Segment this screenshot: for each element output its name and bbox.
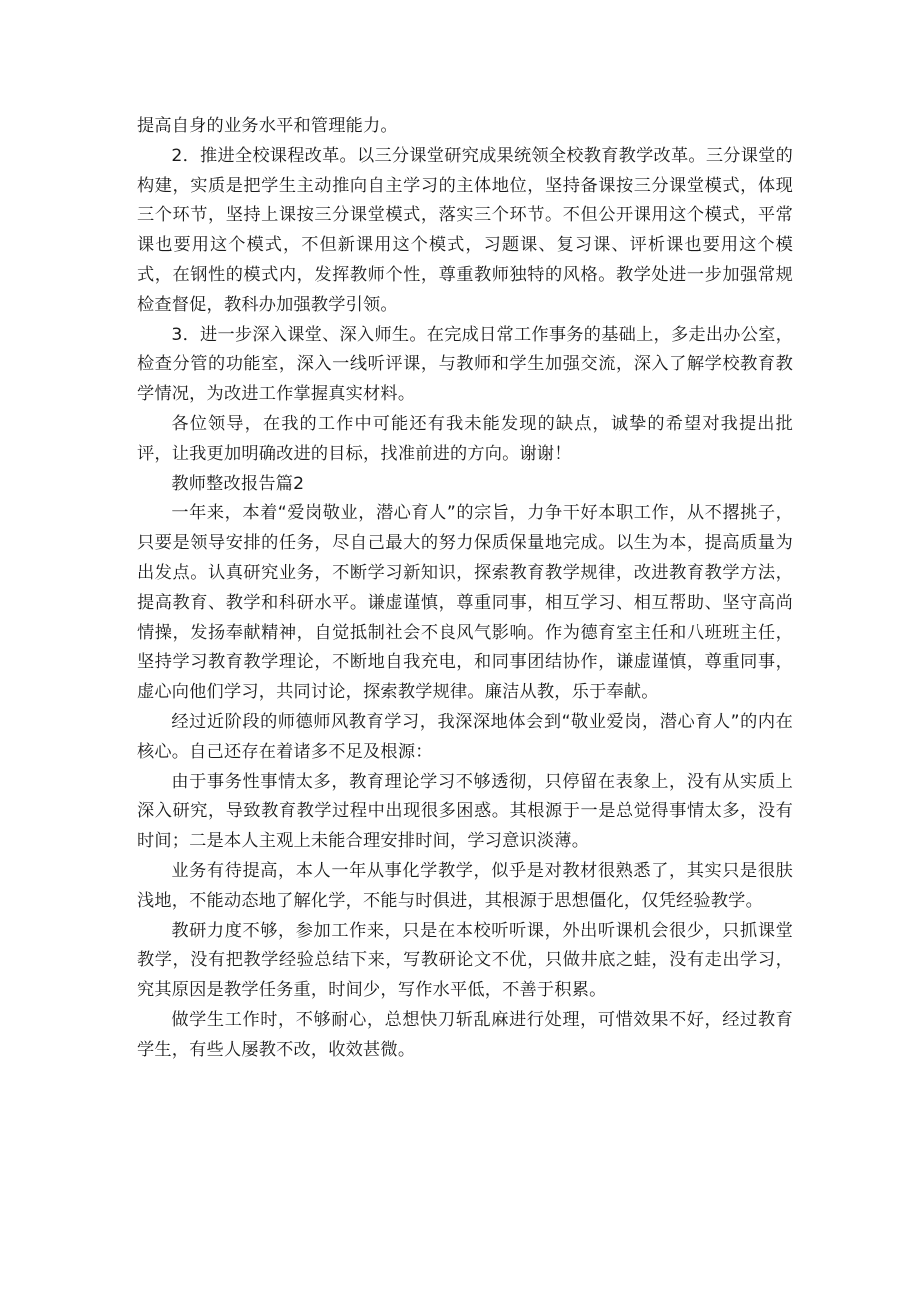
paragraph-affairs: 由于事务性事情太多，教育理论学习不够透彻，只停留在表象上，没有从实质上深入研究，导致教育教学过程中出现很多困惑。其根源于一是总觉得事情太多，没有时间；二是本人主观上未能合理安排时间，学习意识淡薄。 — [137, 771, 793, 852]
paragraph-item-2: 2．推进全校课程改革。以三分课堂研究成果统领全校教育教学改革。三分课堂的构建，实质是把学生主动推向自主学习的主体地位，坚持备课按三分课堂模式，体现三个环节，坚持上课按三分课堂模式，落实三个环节。不但公开课用这个模式，平常课也要用这个模式，不但新课用这个模式，习题课、复习课、评析课也要用这个模式，在钢性的模式内，发挥教师个性，尊重教师独特的风格。教学处进一步加强常规检查督促，教科办加强教学引领。 — [137, 145, 793, 315]
paragraph-business: 业务有待提高，本人一年从事化学教学，似乎是对教材很熟悉了，其实只是很肤浅地，不能动态地了解化学，不能与时俱进，其根源于思想僵化，仅凭经验教学。 — [137, 860, 793, 911]
paragraph-item-3: 3．进一步深入课堂、深入师生。在完成日常工作事务的基础上，多走出办公室，检查分管的功能室，深入一线听评课，与教师和学生加强交流，深入了解学校教育教学情况，为改进工作掌握真实材料。 — [137, 324, 793, 405]
paragraph-year-summary: 一年来，本着“爱岗敬业，潜心育人”的宗旨，力争干好本职工作，从不撂挑子，只要是领导安排的任务，尽自己最大的努力保质保量地完成。以生为本，提高质量为出发点。认真研究业务，不断学习新知识，探索教育教学规律，改进教育教学方法，提高教育、教学和科研水平。谦虚谨慎，尊重同事，相互学习、相互帮助、坚守高尚情操，发扬奉献精神，自觉抵制社会不良风气影响。作为德育室主任和八班班主任，坚持学习教育教学理论，不断地自我充电，和同事团结协作，谦虚谨慎，尊重同事，虚心向他们学习，共同讨论，探索教学规律。廉洁从教，乐于奉献。 — [137, 503, 793, 703]
paragraph-students: 做学生工作时，不够耐心，总想快刀斩乱麻进行处理，可惜效果不好，经过教育学生，有些人屡教不改，收效甚微。 — [137, 1009, 793, 1060]
paragraph-continued: 提高自身的业务水平和管理能力。 — [137, 116, 398, 136]
body-text — [137, 112, 793, 1066]
paragraph-study: 经过近阶段的师德师风教育学习，我深深地体会到“敬业爱岗，潜心育人”的内在核心。自己还存在着诸多不足及根源： — [137, 711, 793, 762]
paragraph-closing: 各位领导，在我的工作中可能还有我未能发现的缺点，诚挚的希望对我提出批评，让我更加明确改进的目标，找准前进的方向。谢谢！ — [137, 413, 793, 464]
paragraph-research: 教研力度不够，参加工作来，只是在本校听听课，外出听课机会很少，只抓课堂教学，没有把教学经验总结下来，写教研论文不优，只做井底之蛙，没有走出学习，究其原因是教学任务重，时间少，写作水平低，不善于积累。 — [137, 920, 793, 1001]
section-heading: 教师整改报告篇2 — [171, 473, 305, 494]
